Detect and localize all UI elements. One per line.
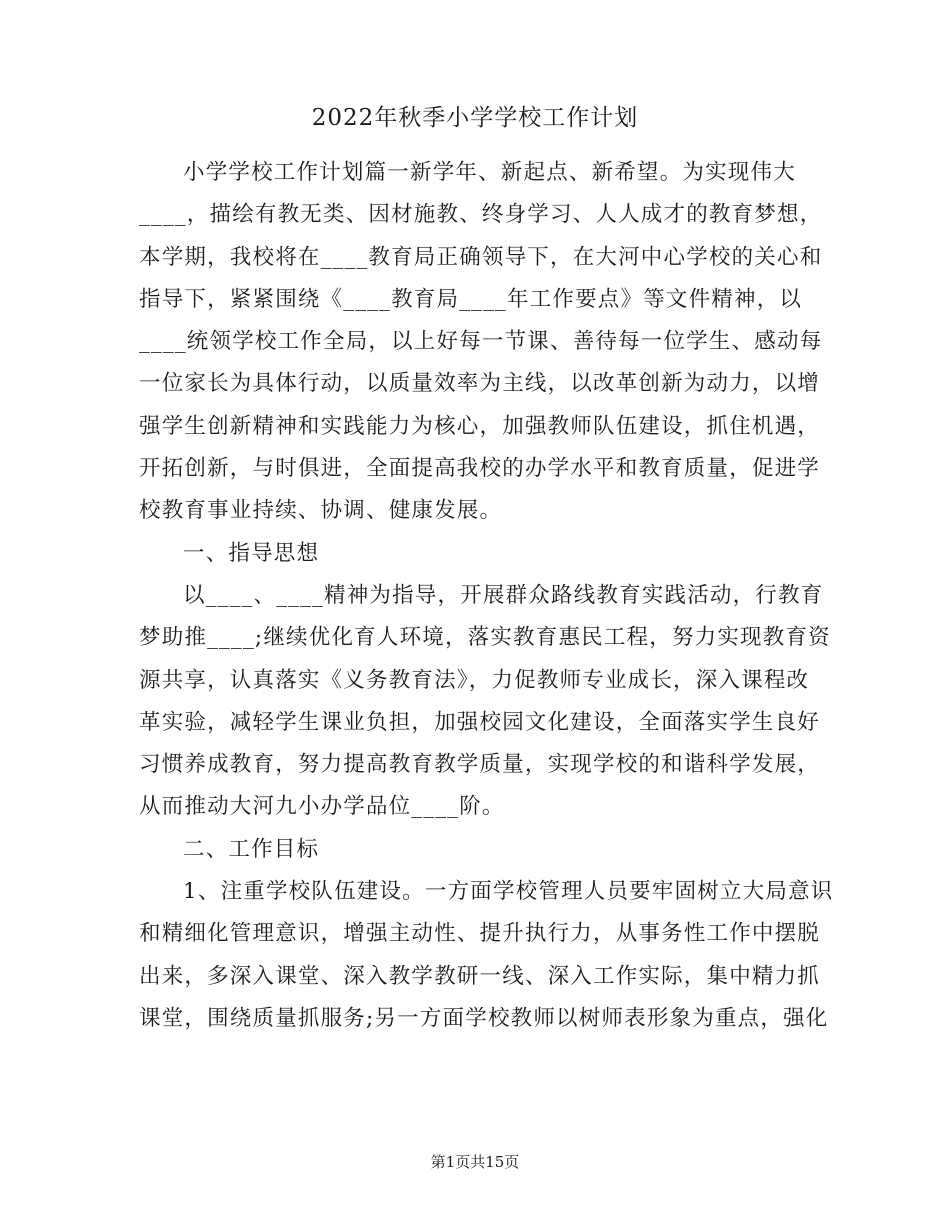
section-heading: 二、工作目标 (183, 836, 320, 862)
paragraph-line: 指导下，紧紧围绕《____教育局____年工作要点》等文件精神，以 (139, 286, 803, 312)
paragraph-line: 一位家长为具体行动，以质量效率为主线，以改革创新为动力，以增 (139, 371, 821, 397)
paragraph-line: 本学期，我校将在____教育局正确领导下，在大河中心学校的关心和 (139, 244, 823, 270)
paragraph-line: 1、注重学校队伍建设。一方面学校管理人员要牢固树立大局意识 (183, 879, 834, 905)
paragraph-line: 习惯养成教育，努力提高教育教学质量，实现学校的和谐科学发展， (139, 752, 821, 778)
paragraph-line: 出来，多深入课堂、深入教学教研一线、深入工作实际，集中精力抓 (139, 963, 821, 989)
paragraph-line: 源共享，认真落实《义务教育法》，力促教师专业成长，深入课程改 (139, 667, 810, 693)
paragraph-line: 强学生创新精神和实践能力为核心，加强教师队伍建设，抓住机遇， (139, 413, 821, 439)
section-heading: 一、指导思想 (183, 540, 320, 566)
paragraph-line: 革实验，减轻学生课业负担，加强校园文化建设，全面落实学生良好 (139, 709, 821, 735)
paragraph-line: ____，描绘有教无类、因材施教、终身学习、人人成才的教育梦想， (139, 202, 823, 228)
paragraph-line: ____统领学校工作全局，以上好每一节课、善待每一位学生、感动每 (139, 329, 823, 355)
paragraph-line: 以____、____精神为指导，开展群众路线教育实践活动，行教育 (183, 582, 824, 608)
paragraph-line: 课堂，围绕质量抓服务;另一方面学校教师以树师表形象为重点，强化 (139, 1005, 829, 1031)
paragraph-line: 校教育事业持续、协调、健康发展。 (139, 498, 503, 524)
page-number: 第1页共15页 (430, 1153, 520, 1171)
paragraph-line: 开拓创新，与时俱进，全面提高我校的办学水平和教育质量，促进学 (139, 456, 821, 482)
document-body (139, 152, 834, 1040)
paragraph-line: 和精细化管理意识，增强主动性、提升执行力，从事务性工作中摆脱 (139, 921, 821, 947)
paragraph-line: 从而推动大河九小办学品位____阶。 (139, 794, 505, 820)
paragraph-line: 小学学校工作计划篇一新学年、新起点、新希望。为实现伟大 (183, 160, 796, 185)
paragraph-line: 梦助推____;继续优化育人环境，落实教育惠民工程，努力实现教育资 (139, 625, 831, 651)
page-title: 2022年秋季小学学校工作计划 (311, 105, 639, 131)
